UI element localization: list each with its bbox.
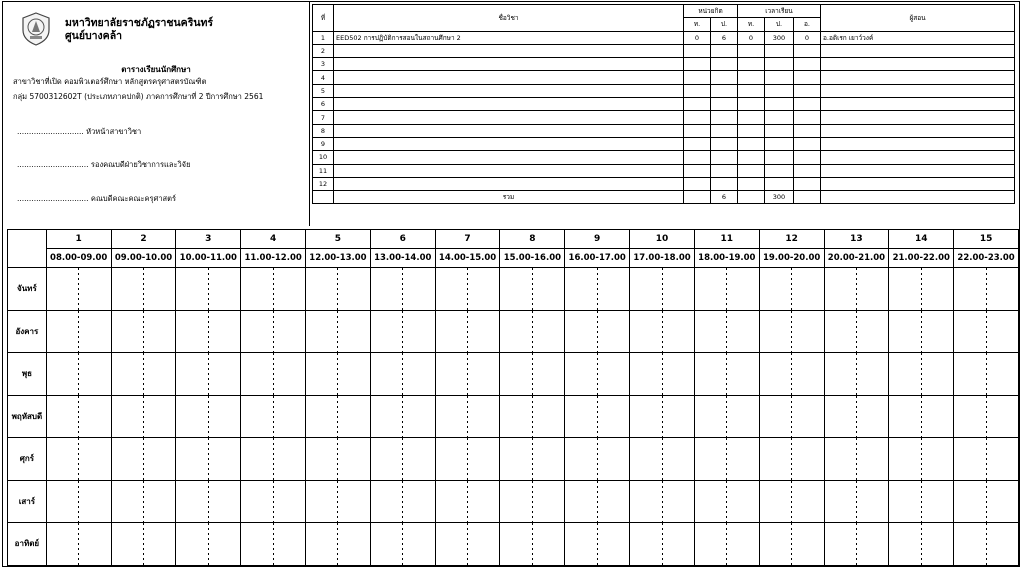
timetable-slot — [694, 523, 759, 566]
timetable-slot — [954, 310, 1019, 353]
timetable-slot — [46, 310, 111, 353]
timetable-slot — [241, 268, 306, 311]
signature-dean — [17, 193, 176, 205]
course-no: 3 — [313, 58, 334, 71]
course-instructor — [821, 164, 1015, 177]
timetable-slot — [630, 395, 695, 438]
period-time: 14.00-15.00 — [435, 249, 500, 268]
course-subject: EED502 การปฏิบัติการสอนในสถานศึกษา 2 — [334, 31, 684, 44]
timetable-slot — [954, 480, 1019, 523]
course-subject — [334, 71, 684, 84]
course-subject — [334, 84, 684, 97]
timetable-slot — [824, 353, 889, 396]
units-p — [711, 177, 738, 190]
course-no: 5 — [313, 84, 334, 97]
units-p — [711, 84, 738, 97]
timetable-slot — [889, 268, 954, 311]
timetable-slot — [889, 395, 954, 438]
timetable-slot — [500, 395, 565, 438]
period-number: 2 — [111, 230, 176, 249]
timetable-slot — [824, 438, 889, 481]
course-instructor — [821, 111, 1015, 124]
signature-role: รองคณบดีฝ่ายวิชาการและวิจัย — [90, 160, 191, 169]
period-number: 1 — [46, 230, 111, 249]
day-label: พุธ — [8, 353, 47, 396]
timetable-slot — [306, 353, 371, 396]
course-instructor — [821, 58, 1015, 71]
course-instructor — [821, 177, 1015, 190]
units-p — [711, 44, 738, 57]
course-instructor — [821, 151, 1015, 164]
period-time: 21.00-22.00 — [889, 249, 954, 268]
timetable-slot — [759, 395, 824, 438]
timetable-slot — [630, 480, 695, 523]
timetable-slot — [694, 353, 759, 396]
timetable-slot — [111, 523, 176, 566]
hours-t — [738, 164, 765, 177]
hours-o — [794, 98, 821, 111]
hours-t — [738, 84, 765, 97]
course-subject — [334, 111, 684, 124]
units-t — [684, 137, 711, 150]
timetable-slot — [176, 353, 241, 396]
period-number: 13 — [824, 230, 889, 249]
period-time: 11.00-12.00 — [241, 249, 306, 268]
timetable-slot — [241, 438, 306, 481]
timetable-slot — [954, 395, 1019, 438]
timetable-slot — [306, 438, 371, 481]
timetable-slot — [759, 268, 824, 311]
course-table — [312, 4, 1015, 204]
timetable-slot — [759, 438, 824, 481]
timetable-slot — [565, 268, 630, 311]
total-units-p: 6 — [711, 191, 738, 204]
center-name: ศูนย์บางคล้า — [65, 30, 123, 42]
program-line: สาขาวิชาที่เปิด คอมพิวเตอร์ศึกษา หลักสูตรครุศาสตรบัณฑิต — [13, 77, 207, 86]
period-number: 9 — [565, 230, 630, 249]
hours-t — [738, 111, 765, 124]
units-t — [684, 124, 711, 137]
period-time: 13.00-14.00 — [370, 249, 435, 268]
hours-t — [738, 177, 765, 190]
timetable-slot — [111, 353, 176, 396]
units-p: 6 — [711, 31, 738, 44]
hours-p: 300 — [765, 31, 794, 44]
timetable-slot — [500, 310, 565, 353]
course-row — [313, 177, 1015, 190]
course-instructor — [821, 137, 1015, 150]
course-instructor — [821, 44, 1015, 57]
course-row — [313, 31, 1015, 44]
hours-o — [794, 58, 821, 71]
day-label: อังคาร — [8, 310, 47, 353]
period-number: 10 — [630, 230, 695, 249]
units-p — [711, 151, 738, 164]
timetable-slot — [241, 523, 306, 566]
units-t — [684, 44, 711, 57]
units-t — [684, 177, 711, 190]
course-row — [313, 124, 1015, 137]
hours-o — [794, 164, 821, 177]
timetable-slot — [370, 353, 435, 396]
course-header-row — [313, 5, 1015, 18]
timetable-slot — [565, 523, 630, 566]
hours-p — [765, 71, 794, 84]
course-total-row — [313, 191, 1015, 204]
period-time: 22.00-23.00 — [954, 249, 1019, 268]
timetable-slot — [889, 523, 954, 566]
sub-header: ป. — [711, 18, 738, 31]
course-no: 4 — [313, 71, 334, 84]
hours-p — [765, 111, 794, 124]
course-row — [313, 71, 1015, 84]
period-number: 3 — [176, 230, 241, 249]
timetable-slot — [435, 268, 500, 311]
sub-header: อ. — [794, 18, 821, 31]
hours-t: 0 — [738, 31, 765, 44]
timetable-slot — [306, 480, 371, 523]
course-subject — [334, 44, 684, 57]
timetable-slot — [630, 438, 695, 481]
period-number: 5 — [306, 230, 371, 249]
day-label: อาทิตย์ — [8, 523, 47, 566]
hours-p — [765, 137, 794, 150]
signature-role: คณบดีคณะคณะครุศาสตร์ — [90, 194, 177, 203]
course-subject — [334, 137, 684, 150]
timetable-slot — [954, 353, 1019, 396]
timetable-slot — [889, 438, 954, 481]
hours-p — [765, 98, 794, 111]
timetable-slot — [500, 480, 565, 523]
units-p — [711, 111, 738, 124]
hours-o — [794, 44, 821, 57]
timetable-document — [2, 1, 1020, 567]
timetable-slot — [111, 395, 176, 438]
hours-o — [794, 124, 821, 137]
timetable-slot — [954, 523, 1019, 566]
course-row — [313, 98, 1015, 111]
units-t — [684, 151, 711, 164]
hours-p — [765, 124, 794, 137]
units-p — [711, 137, 738, 150]
units-t — [684, 111, 711, 124]
timetable-slot — [370, 523, 435, 566]
timetable-slot — [759, 523, 824, 566]
hours-t — [738, 137, 765, 150]
timetable-slot — [630, 310, 695, 353]
weekly-timetable — [7, 229, 1019, 566]
timetable-slot — [176, 395, 241, 438]
timetable-slot — [565, 353, 630, 396]
units-t — [684, 98, 711, 111]
course-no: 1 — [313, 31, 334, 44]
timetable-slot — [435, 523, 500, 566]
hours-p — [765, 44, 794, 57]
period-time: 15.00-16.00 — [500, 249, 565, 268]
timetable-slot — [306, 395, 371, 438]
col-subject-header: ชื่อวิชา — [334, 5, 684, 32]
timetable-slot — [46, 353, 111, 396]
university-logo — [21, 12, 51, 46]
header-block — [3, 2, 310, 226]
course-no: 7 — [313, 111, 334, 124]
corner-cell — [8, 230, 47, 268]
course-row — [313, 137, 1015, 150]
timetable-slot — [435, 438, 500, 481]
course-instructor — [821, 84, 1015, 97]
day-row — [8, 353, 1019, 396]
document-title: ตารางเรียนนักศึกษา — [121, 65, 191, 74]
hours-o — [794, 111, 821, 124]
units-p — [711, 164, 738, 177]
day-row — [8, 268, 1019, 311]
university-name: มหาวิทยาลัยราชภัฏราชนครินทร์ — [65, 17, 214, 29]
hours-o — [794, 71, 821, 84]
units-p — [711, 124, 738, 137]
units-t: 0 — [684, 31, 711, 44]
course-no: 12 — [313, 177, 334, 190]
hours-o — [794, 84, 821, 97]
signature-role: หัวหน้าสาขาวิชา — [86, 127, 142, 136]
period-number-row — [8, 230, 1019, 249]
col-units-header: หน่วยกิต — [684, 5, 738, 18]
period-time: 12.00-13.00 — [306, 249, 371, 268]
course-no: 9 — [313, 137, 334, 150]
period-time: 08.00-09.00 — [46, 249, 111, 268]
course-instructor — [821, 71, 1015, 84]
period-time: 19.00-20.00 — [759, 249, 824, 268]
hours-t — [738, 58, 765, 71]
period-number: 14 — [889, 230, 954, 249]
day-row — [8, 438, 1019, 481]
timetable-slot — [694, 438, 759, 481]
timetable-slot — [824, 523, 889, 566]
course-row — [313, 164, 1015, 177]
timetable-slot — [176, 268, 241, 311]
timetable-slot — [565, 480, 630, 523]
course-instructor — [821, 124, 1015, 137]
course-row — [313, 111, 1015, 124]
timetable-slot — [306, 523, 371, 566]
timetable-slot — [824, 395, 889, 438]
timetable-slot — [630, 353, 695, 396]
hours-t — [738, 151, 765, 164]
timetable-slot — [241, 480, 306, 523]
timetable-slot — [176, 438, 241, 481]
timetable-slot — [694, 395, 759, 438]
timetable-slot — [694, 310, 759, 353]
timetable-slot — [500, 353, 565, 396]
day-row — [8, 480, 1019, 523]
day-row — [8, 523, 1019, 566]
timetable-slot — [630, 523, 695, 566]
timetable-slot — [370, 480, 435, 523]
group-line: กลุ่ม 5700312602T (ประเภทภาคปกติ) ภาคการศึกษาที่ 2 ปีการศึกษา 2561 — [13, 92, 264, 101]
period-number: 4 — [241, 230, 306, 249]
course-subject — [334, 98, 684, 111]
signature-dots: .............................. — [17, 194, 89, 203]
timetable-slot — [370, 268, 435, 311]
units-t — [684, 164, 711, 177]
period-time: 09.00-10.00 — [111, 249, 176, 268]
timetable-slot — [306, 310, 371, 353]
timetable-slot — [694, 268, 759, 311]
course-row — [313, 84, 1015, 97]
period-number: 8 — [500, 230, 565, 249]
course-row — [313, 151, 1015, 164]
period-number: 12 — [759, 230, 824, 249]
timetable-slot — [241, 310, 306, 353]
timetable-slot — [500, 268, 565, 311]
day-row — [8, 395, 1019, 438]
signature-dots: .............................. — [17, 160, 89, 169]
timetable-slot — [306, 268, 371, 311]
period-time: 18.00-19.00 — [694, 249, 759, 268]
timetable-slot — [435, 480, 500, 523]
period-number: 15 — [954, 230, 1019, 249]
units-p — [711, 58, 738, 71]
timetable-slot — [176, 310, 241, 353]
course-row — [313, 58, 1015, 71]
timetable-slot — [759, 310, 824, 353]
period-time: 20.00-21.00 — [824, 249, 889, 268]
timetable-slot — [435, 395, 500, 438]
course-no: 11 — [313, 164, 334, 177]
timetable-slot — [435, 310, 500, 353]
timetable-slot — [824, 268, 889, 311]
day-label: ศุกร์ — [8, 438, 47, 481]
hours-o: 0 — [794, 31, 821, 44]
day-label: เสาร์ — [8, 480, 47, 523]
timetable-slot — [759, 353, 824, 396]
period-number: 11 — [694, 230, 759, 249]
hours-t — [738, 44, 765, 57]
signature-head — [17, 126, 141, 138]
timetable-slot — [694, 480, 759, 523]
course-no: 2 — [313, 44, 334, 57]
units-t — [684, 58, 711, 71]
hours-p — [765, 151, 794, 164]
timetable-slot — [630, 268, 695, 311]
units-p — [711, 98, 738, 111]
course-no: 8 — [313, 124, 334, 137]
units-t — [684, 84, 711, 97]
hours-t — [738, 124, 765, 137]
period-time: 16.00-17.00 — [565, 249, 630, 268]
timetable-slot — [46, 438, 111, 481]
signature-dots: ............................ — [17, 127, 84, 136]
hours-t — [738, 98, 765, 111]
timetable-slot — [370, 438, 435, 481]
day-row — [8, 310, 1019, 353]
col-no-header: ที่ — [313, 5, 334, 32]
course-instructor — [821, 98, 1015, 111]
course-subject — [334, 124, 684, 137]
timetable-slot — [370, 395, 435, 438]
course-no: 6 — [313, 98, 334, 111]
col-hours-header: เวลาเรียน — [738, 5, 821, 18]
units-p — [711, 71, 738, 84]
timetable-slot — [46, 395, 111, 438]
hours-p — [765, 177, 794, 190]
timetable-slot — [889, 353, 954, 396]
units-t — [684, 71, 711, 84]
timetable-slot — [46, 268, 111, 311]
course-subject — [334, 151, 684, 164]
course-subject — [334, 177, 684, 190]
timetable-slot — [435, 353, 500, 396]
timetable-slot — [111, 480, 176, 523]
timetable-slot — [889, 310, 954, 353]
sub-header: ป. — [765, 18, 794, 31]
course-instructor: อ.อติเรก เยาว์วงค์ — [821, 31, 1015, 44]
hours-o — [794, 177, 821, 190]
period-number: 6 — [370, 230, 435, 249]
timetable-slot — [824, 480, 889, 523]
signature-deputy — [17, 159, 190, 171]
col-instructor-header: ผู้สอน — [821, 5, 1015, 32]
sub-header: ท. — [738, 18, 765, 31]
course-subject — [334, 164, 684, 177]
timetable-slot — [500, 523, 565, 566]
timetable-slot — [111, 268, 176, 311]
course-no: 10 — [313, 151, 334, 164]
total-label: รวม — [334, 191, 684, 204]
hours-o — [794, 151, 821, 164]
timetable-slot — [500, 438, 565, 481]
period-number: 7 — [435, 230, 500, 249]
course-row — [313, 44, 1015, 57]
day-label: พฤหัสบดี — [8, 395, 47, 438]
hours-t — [738, 71, 765, 84]
sub-header: ท. — [684, 18, 711, 31]
timetable-slot — [111, 438, 176, 481]
hours-p — [765, 58, 794, 71]
hours-p — [765, 164, 794, 177]
timetable-slot — [954, 438, 1019, 481]
timetable-slot — [176, 523, 241, 566]
period-time: 10.00-11.00 — [176, 249, 241, 268]
timetable-slot — [241, 395, 306, 438]
period-time-row — [8, 249, 1019, 268]
timetable-slot — [759, 480, 824, 523]
timetable-slot — [565, 310, 630, 353]
timetable-slot — [241, 353, 306, 396]
day-label: จันทร์ — [8, 268, 47, 311]
timetable-slot — [565, 438, 630, 481]
university-name-block — [65, 17, 213, 43]
timetable-slot — [954, 268, 1019, 311]
timetable-slot — [565, 395, 630, 438]
hours-p — [765, 84, 794, 97]
timetable-slot — [46, 480, 111, 523]
timetable-slot — [370, 310, 435, 353]
period-time: 17.00-18.00 — [630, 249, 695, 268]
total-hours-p: 300 — [765, 191, 794, 204]
timetable-slot — [176, 480, 241, 523]
hours-o — [794, 137, 821, 150]
course-subject — [334, 58, 684, 71]
timetable-slot — [111, 310, 176, 353]
timetable-slot — [889, 480, 954, 523]
timetable-slot — [46, 523, 111, 566]
timetable-slot — [824, 310, 889, 353]
